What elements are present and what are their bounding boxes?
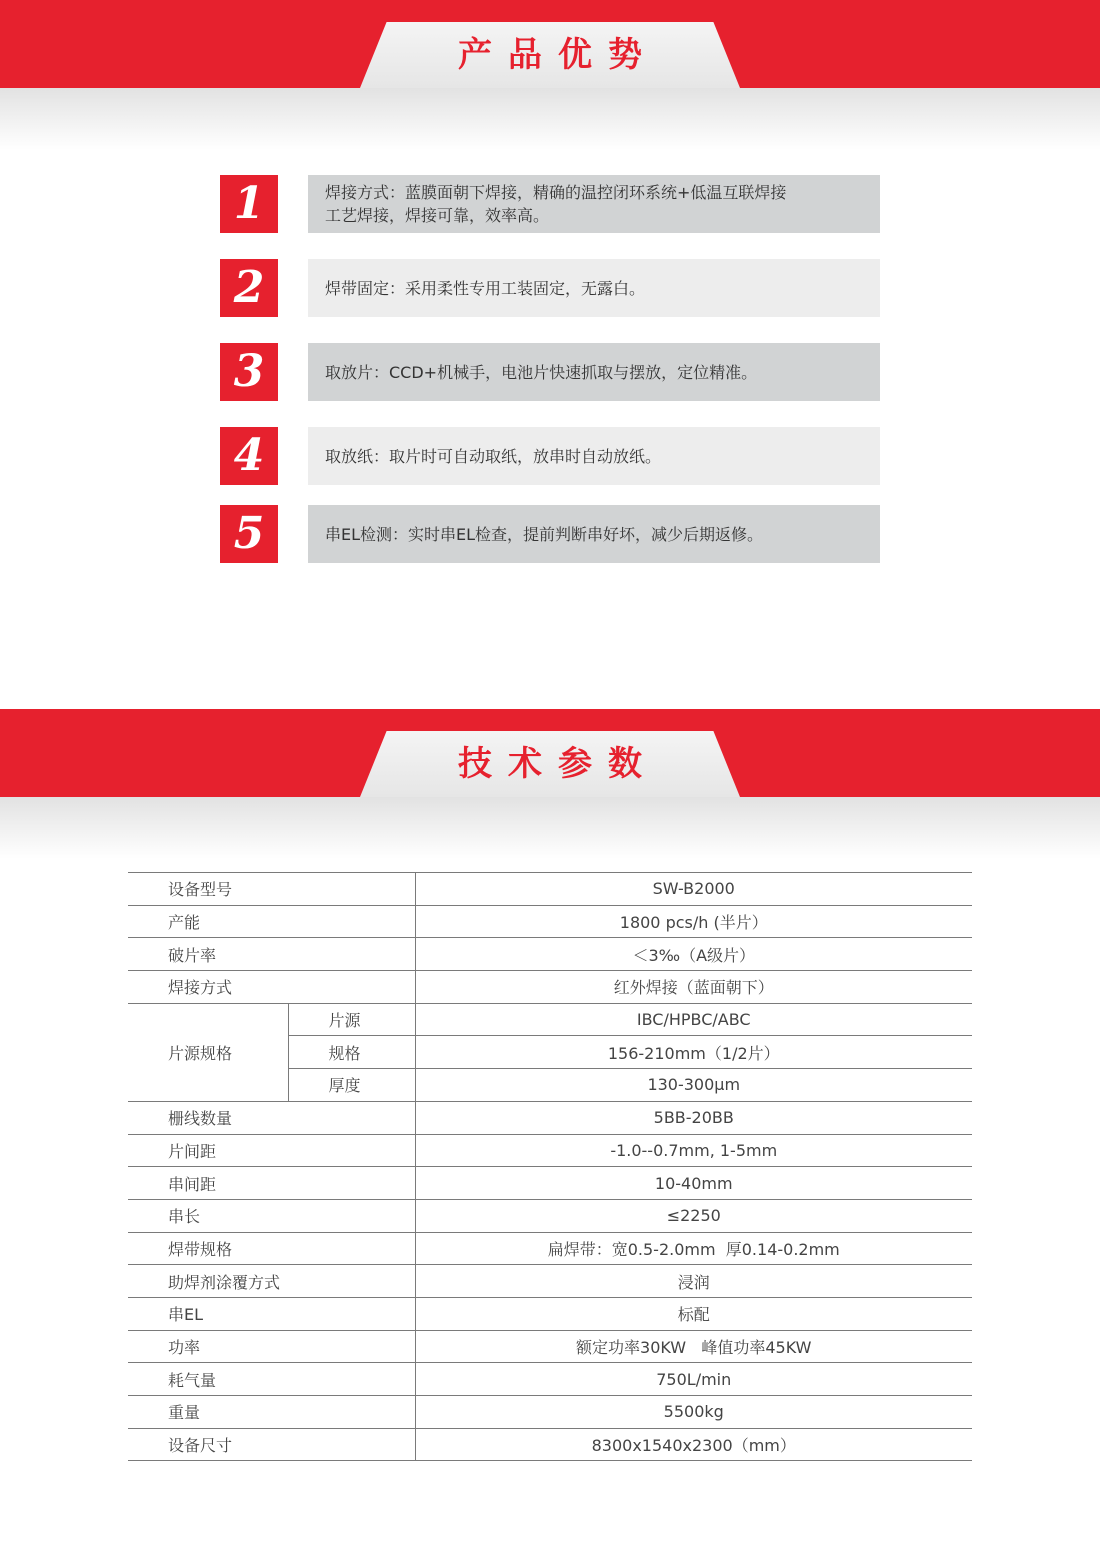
spec-value: 扁焊带：宽0.5-2.0mm 厚0.14-0.2mm — [415, 1232, 972, 1265]
advantage-number: 1 — [220, 175, 278, 233]
advantage-item — [220, 343, 880, 401]
spec-value: SW-B2000 — [415, 873, 972, 906]
table-row — [128, 1199, 972, 1232]
advantage-text: 串EL检测：实时串EL检查，提前判断串好坏，减少后期返修。 — [325, 524, 764, 544]
advantage-item — [220, 505, 880, 563]
spec-label: 功率 — [128, 1330, 415, 1363]
advantage-text-box — [308, 427, 880, 485]
advantage-text: 取放片：CCD+机械手，电池片快速抓取与摆放，定位精准。 — [325, 362, 758, 382]
spec-group-label: 片源规格 — [128, 1003, 288, 1101]
spec-value: 8300x1540x2300（mm） — [415, 1428, 972, 1461]
table-row — [128, 1363, 972, 1396]
spec-value: -1.0--0.7mm, 1-5mm — [415, 1134, 972, 1167]
banner-fade — [0, 88, 1100, 150]
spec-value: 5500kg — [415, 1396, 972, 1429]
spec-label: 栅线数量 — [128, 1101, 415, 1134]
section-title-specs: 技术参数 — [458, 744, 658, 784]
spec-sub-label: 规格 — [288, 1036, 415, 1069]
spec-label: 设备尺寸 — [128, 1428, 415, 1461]
spec-sub-label: 厚度 — [288, 1069, 415, 1102]
table-row — [128, 905, 972, 938]
advantage-number: 4 — [220, 427, 278, 485]
spec-label: 耗气量 — [128, 1363, 415, 1396]
advantage-text-box — [308, 259, 880, 317]
spec-label: 焊接方式 — [128, 971, 415, 1004]
advantage-number: 3 — [220, 343, 278, 401]
advantage-text-box — [308, 343, 880, 401]
table-row — [128, 1396, 972, 1429]
table-row — [128, 1330, 972, 1363]
spec-sub-label: 片源 — [288, 1003, 415, 1036]
spec-value: 1800 pcs/h (半片） — [415, 905, 972, 938]
advantage-item — [220, 259, 880, 317]
spec-value: 5BB-20BB — [415, 1101, 972, 1134]
spec-value: 750L/min — [415, 1363, 972, 1396]
advantage-text-box — [308, 175, 880, 233]
table-row — [128, 1003, 972, 1036]
advantage-text-box — [308, 505, 880, 563]
spec-label: 设备型号 — [128, 873, 415, 906]
table-row — [128, 1428, 972, 1461]
spec-label: 助焊剂涂覆方式 — [128, 1265, 415, 1298]
spec-label: 串间距 — [128, 1167, 415, 1200]
spec-label: 重量 — [128, 1396, 415, 1429]
section-banner-advantages — [0, 0, 1100, 150]
spec-value: 标配 — [415, 1297, 972, 1330]
spec-value: 10-40mm — [415, 1167, 972, 1200]
advantage-item — [220, 175, 880, 233]
advantage-number: 2 — [220, 259, 278, 317]
spec-label: 破片率 — [128, 938, 415, 971]
spec-value: 浸润 — [415, 1265, 972, 1298]
spec-label: 产能 — [128, 905, 415, 938]
spec-value: 额定功率30KW 峰值功率45KW — [415, 1330, 972, 1363]
table-row — [128, 1134, 972, 1167]
table-row — [128, 1232, 972, 1265]
spec-value: 红外焊接（蓝面朝下） — [415, 971, 972, 1004]
spec-label: 串长 — [128, 1199, 415, 1232]
advantage-text-line: 焊接方式：蓝膜面朝下焊接，精确的温控闭环系统+低温互联焊接 — [325, 183, 787, 202]
spec-value: ＜3‰（A级片） — [415, 938, 972, 971]
spec-label: 焊带规格 — [128, 1232, 415, 1265]
advantage-number: 5 — [220, 505, 278, 563]
spec-value: 156-210mm（1/2片） — [415, 1036, 972, 1069]
spec-value: ≤2250 — [415, 1199, 972, 1232]
section-banner-specs — [0, 709, 1100, 859]
spec-label: 串EL — [128, 1297, 415, 1330]
table-row — [128, 1297, 972, 1330]
advantage-item — [220, 427, 880, 485]
spec-value: IBC/HPBC/ABC — [415, 1003, 972, 1036]
table-row — [128, 1265, 972, 1298]
table-row — [128, 1167, 972, 1200]
advantage-text: 取放纸：取片时可自动取纸，放串时自动放纸。 — [325, 446, 662, 466]
spec-table — [128, 872, 972, 1461]
advantage-text: 焊带固定：采用柔性专用工装固定，无露白。 — [325, 278, 646, 298]
table-row — [128, 938, 972, 971]
table-row — [128, 1101, 972, 1134]
advantage-text-line: 工艺焊接，焊接可靠，效率高。 — [325, 206, 550, 225]
table-row — [128, 873, 972, 906]
banner-fade — [0, 797, 1100, 859]
spec-label: 片间距 — [128, 1134, 415, 1167]
table-row — [128, 971, 972, 1004]
spec-value: 130-300μm — [415, 1069, 972, 1102]
section-title-advantages: 产品优势 — [458, 35, 658, 75]
